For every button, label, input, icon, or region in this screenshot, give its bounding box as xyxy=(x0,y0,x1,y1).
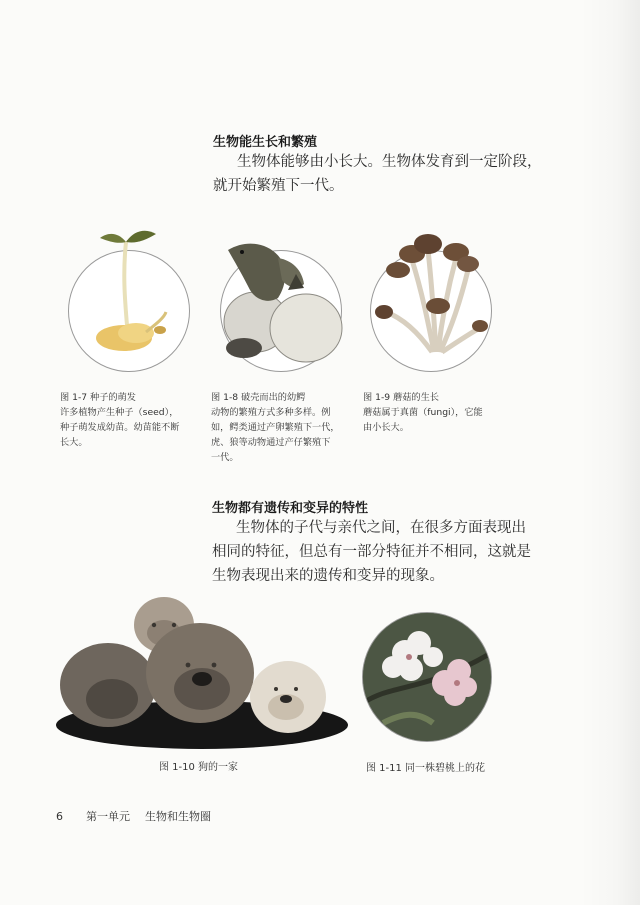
figure-1-11-circle xyxy=(362,612,492,742)
unit-title: 生物和生物圈 xyxy=(145,810,211,823)
growth-paragraph-line-2: 就开始繁殖下一代。 xyxy=(213,178,344,194)
page-footer xyxy=(56,808,211,824)
hatching-crocodile-illustration xyxy=(218,230,348,375)
figure-1-11-caption: 图 1-11 同一株碧桃上的花 xyxy=(366,763,486,774)
figure-1-9-text-line: 蘑菇属于真菌（fungi），它能 xyxy=(363,407,483,418)
figure-1-9-title: 图 1-9 蘑菇的生长 xyxy=(363,392,439,403)
heredity-paragraph-line-1: 生物体的子代与亲代之间，在很多方面表现出 xyxy=(236,520,526,536)
figure-1-9-text-line: 由小长大。 xyxy=(363,422,409,433)
figure-1-9-caption xyxy=(363,390,503,435)
seedling-illustration xyxy=(60,220,200,380)
figure-1-8-text-line: 如，鳄类通过产卵繁殖下一代， xyxy=(211,422,340,433)
unit-label: 第一单元 xyxy=(86,810,130,823)
mushroom-cluster-illustration xyxy=(368,222,498,372)
figure-1-10-caption: 图 1-10 狗的一家 xyxy=(159,762,239,773)
figure-1-7-text-line: 长大。 xyxy=(60,437,88,448)
figure-1-8-title: 图 1-8 破壳而出的幼鳄 xyxy=(211,392,306,403)
figure-1-7-text-line: 种子萌发成幼苗。幼苗能不断 xyxy=(60,422,180,433)
dog-family-illustration xyxy=(52,585,352,755)
page-edge-shadow xyxy=(580,0,640,905)
figure-1-8-text-line: 一代。 xyxy=(211,452,239,463)
peach-blossom-illustration xyxy=(363,613,491,741)
figure-1-7-caption xyxy=(60,390,200,450)
heredity-paragraph-line-3: 生物表现出来的遗传和变异的现象。 xyxy=(212,568,444,584)
figure-1-8-text-line: 动物的繁殖方式多种多样。例 xyxy=(211,407,331,418)
page-number: 6 xyxy=(56,810,63,823)
heredity-paragraph-line-2: 相同的特征，但总有一部分特征并不相同，这就是 xyxy=(212,544,531,560)
section-heading-heredity: 生物都有遗传和变异的特性 xyxy=(212,501,369,516)
section-heading-growth: 生物能生长和繁殖 xyxy=(213,135,318,150)
figure-1-7-title: 图 1-7 种子的萌发 xyxy=(60,392,136,403)
figure-1-7-text-line: 许多植物产生种子（seed）， xyxy=(60,407,179,418)
figure-1-8-caption xyxy=(211,390,353,465)
growth-paragraph-line-1: 生物体能够由小长大。生物体发育到一定阶段， xyxy=(237,154,542,170)
figure-1-8-text-line: 虎、狼等动物通过产仔繁殖下 xyxy=(211,437,331,448)
